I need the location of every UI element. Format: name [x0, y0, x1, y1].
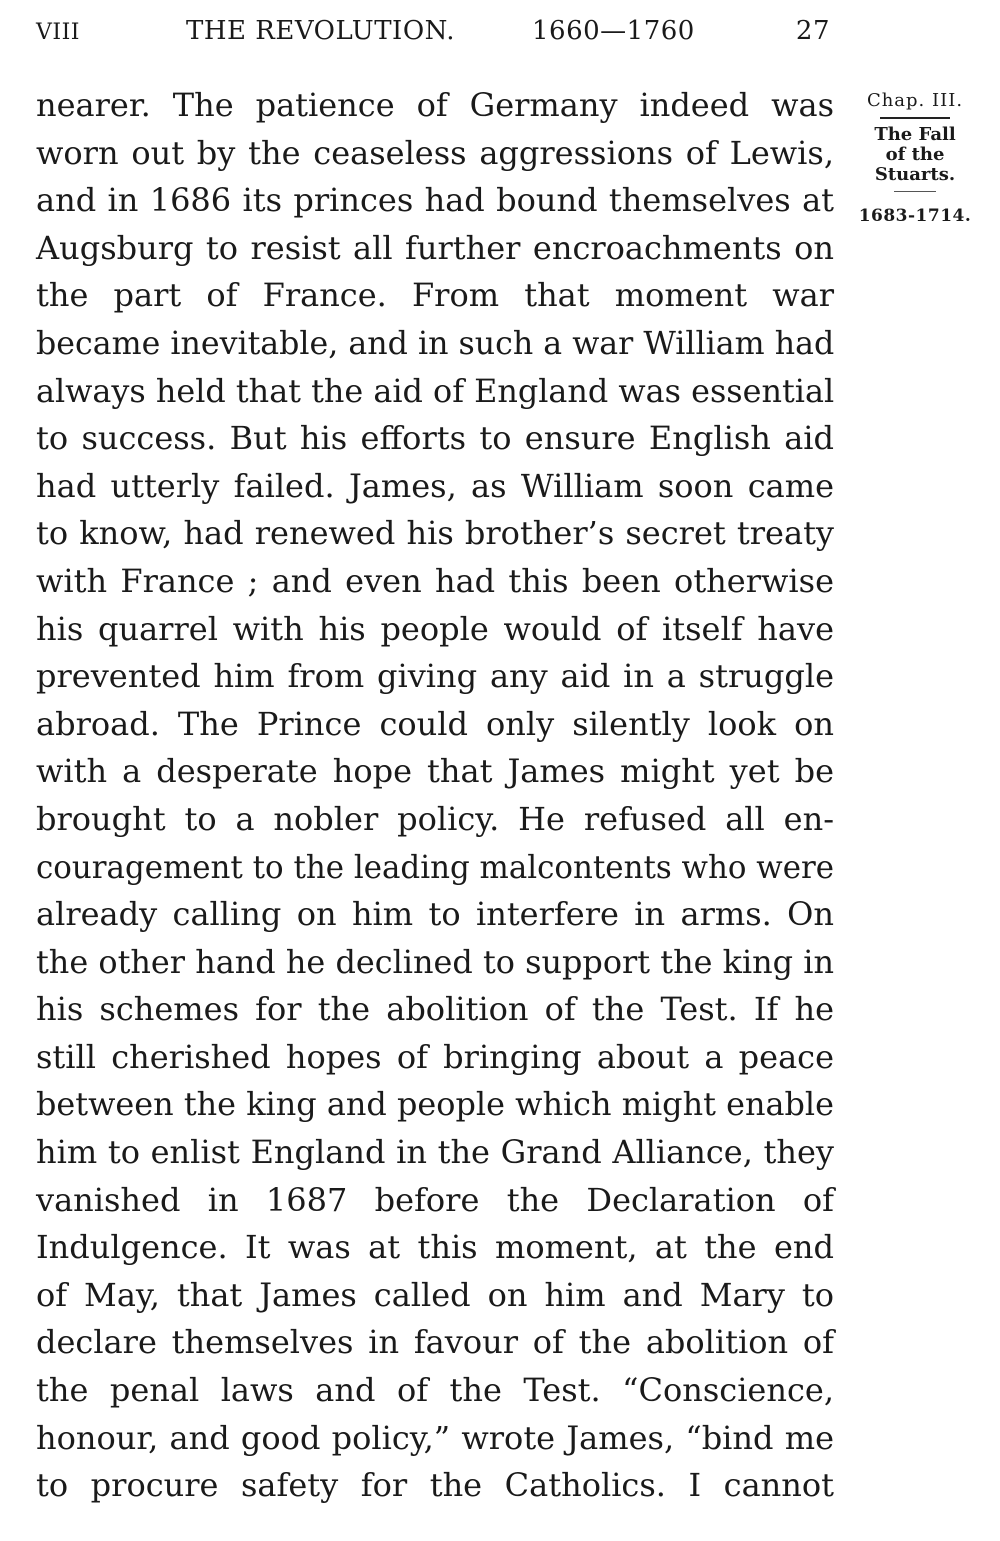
- text-line: the part of France. From that moment war: [36, 276, 834, 315]
- text-line: to procure safety for the Catholics. I cannot: [36, 1466, 834, 1505]
- text-line: of May, that James called on him and Mary to: [36, 1275, 834, 1314]
- text-line: still cherished hopes of bringing about a peace: [36, 1037, 834, 1076]
- text-line: with France ; and even had this been otherwise: [36, 561, 834, 600]
- text-line: had utterly failed. James, as William soon came: [36, 466, 834, 505]
- text-line: abroad. The Prince could only silently look on: [36, 704, 834, 743]
- text-line: always held that the aid of England was essential: [36, 371, 835, 410]
- divider: [894, 191, 936, 192]
- margin-years: 1683-1714.: [858, 206, 972, 226]
- text-line: worn out by the ceaseless aggressions of Lewis,: [36, 133, 834, 172]
- chapter-label: Chap. III.: [866, 90, 964, 111]
- section-number: VIII: [36, 20, 80, 45]
- text-line: the penal laws and of the Test. “Conscience,: [36, 1371, 834, 1410]
- divider: [880, 117, 950, 119]
- text-line: nearer. The patience of Germany indeed was: [36, 86, 834, 124]
- text-line: with a desperate hope that James might yet be: [36, 752, 834, 791]
- text-line: his schemes for the abolition of the Test. If he: [36, 990, 834, 1029]
- text-line: between the king and people which might enable: [36, 1085, 834, 1124]
- text-line: to success. But his efforts to ensure English aid: [36, 419, 834, 458]
- text-line: him to enlist England in the Grand Alliance, they: [36, 1133, 834, 1172]
- text-line: already calling on him to interfere in arms. On: [36, 895, 834, 934]
- text-line: Indulgence. It was at this moment, at the end: [36, 1228, 834, 1267]
- text-line: vanished in 1687 before the Declaration of: [36, 1180, 834, 1219]
- body-text: [36, 82, 834, 1510]
- page-number: 27: [795, 16, 830, 46]
- text-line: declare themselves in favour of the abolition of: [36, 1323, 834, 1362]
- text-line: honour, and good policy,” wrote James, “bind me: [36, 1418, 834, 1457]
- text-line: prevented him from giving any aid in a struggle: [36, 657, 834, 696]
- text-line: his quarrel with his people would of itself have: [36, 609, 834, 648]
- text-line: to know, had renewed his brother’s secret treaty: [36, 514, 834, 553]
- topic-line: Stuarts.: [874, 164, 956, 185]
- text-line: the other hand he declined to support the king in: [36, 942, 834, 981]
- text-line: and in 1686 its princes had bound themselves at: [36, 181, 834, 220]
- text-line: Augsburg to resist all further encroachments on: [36, 228, 834, 267]
- running-years: 1660—1760: [532, 16, 695, 46]
- topic-line: of the: [885, 144, 945, 165]
- running-title: THE REVOLUTION.: [186, 16, 455, 46]
- running-header: [36, 16, 836, 52]
- text-line: brought to a nobler policy. He refused all en-: [36, 799, 834, 838]
- topic-line: The Fall: [874, 124, 956, 145]
- text-line: became inevitable, and in such a war William had: [36, 323, 835, 362]
- text-line: couragement to the leading malcontents who were: [36, 847, 834, 886]
- margin-notes: [850, 90, 980, 226]
